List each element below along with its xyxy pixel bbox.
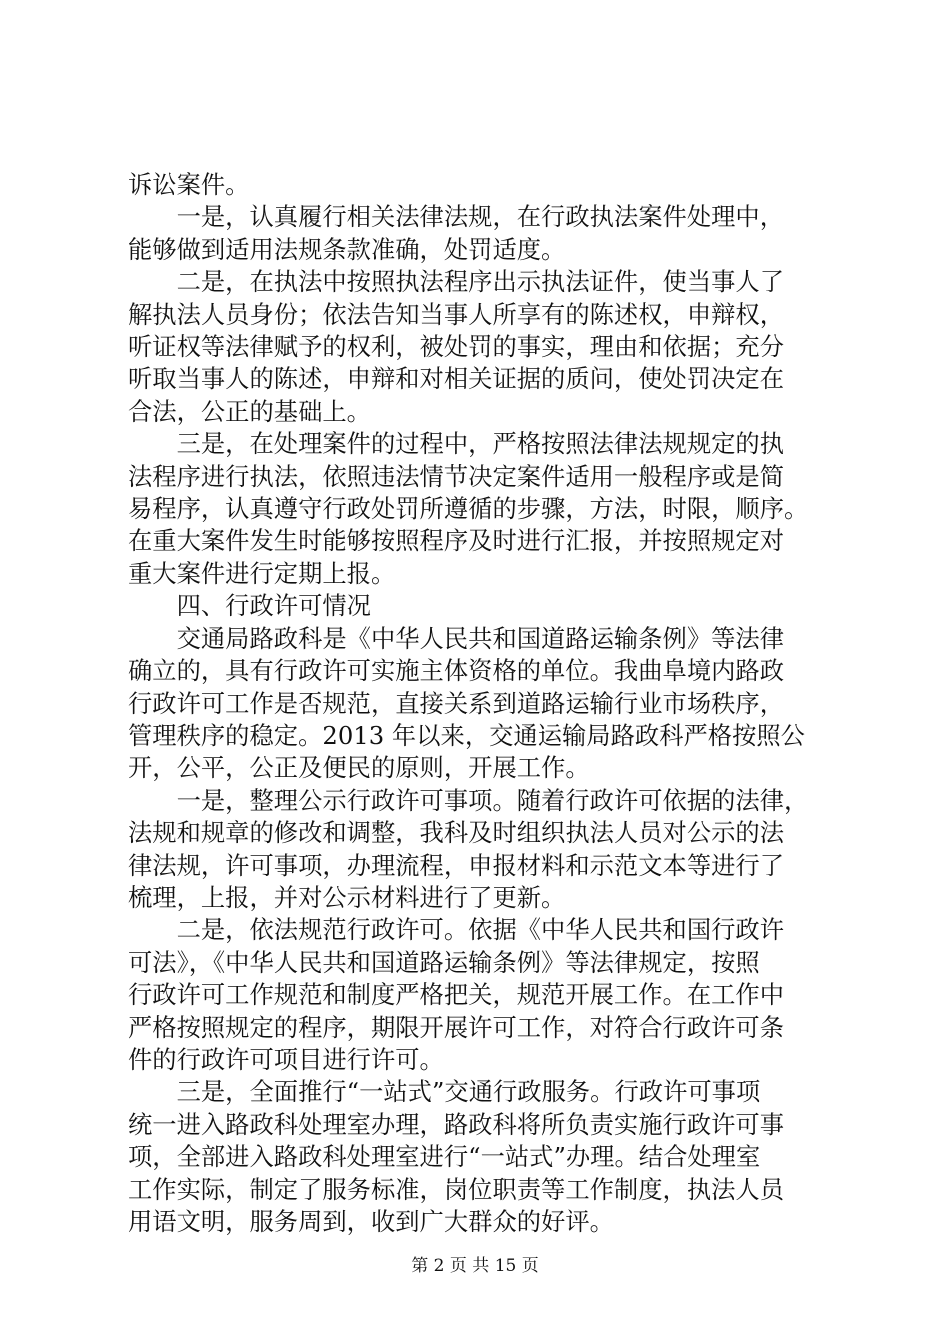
text-line: 行政许可工作规范和制度严格把关，规范开展工作。在工作中 bbox=[128, 980, 785, 1010]
text-line: 二是，依法规范行政许可。依据《中华人民共和国行政许 bbox=[128, 915, 785, 945]
text-line: 确立的，具有行政许可实施主体资格的单位。我曲阜境内路政 bbox=[128, 656, 785, 686]
text-line: 可法》，《中华人民共和国道路运输条例》等法律规定，按照 bbox=[128, 947, 760, 977]
text-line: 严格按照规定的程序，期限开展许可工作，对符合行政许可条 bbox=[128, 1012, 785, 1042]
text-line: 三是，全面推行“一站式”交通行政服务。行政许可事项 bbox=[128, 1077, 761, 1107]
text-line: 易程序，认真遵守行政处罚所遵循的步骤，方法，时限，顺序。 bbox=[128, 494, 809, 524]
document-body bbox=[128, 169, 848, 1238]
text-line: 诉讼案件。 bbox=[128, 170, 250, 199]
text-line: 法程序进行执法，依照违法情节决定案件适用一般程序或是简 bbox=[128, 461, 785, 491]
text-line: 二是，在执法中按照执法程序出示执法证件，使当事人了 bbox=[128, 267, 785, 297]
text-line: 统一进入路政科处理室办理，路政科将所负责实施行政许可事 bbox=[128, 1109, 785, 1139]
text-line: 一是，认真履行相关法律法规，在行政执法案件处理中， bbox=[128, 202, 785, 232]
text-line: 听取当事人的陈述，申辩和对相关证据的质问，使处罚决定在 bbox=[128, 364, 785, 394]
text-line: 重大案件进行定期上报。 bbox=[128, 558, 396, 588]
text-line: 三是，在处理案件的过程中，严格按照法律法规规定的执 bbox=[128, 429, 785, 459]
text-line: 梳理，上报，并对公示材料进行了更新。 bbox=[128, 882, 566, 912]
text-line: 工作实际，制定了服务标准，岗位职责等工作制度，执法人员 bbox=[128, 1174, 785, 1204]
text-line: 一是，整理公示行政许可事项。随着行政许可依据的法律， bbox=[128, 785, 809, 815]
section-heading: 四、行政许可情况 bbox=[128, 591, 371, 621]
text-line: 律法规，许可事项，办理流程，申报材料和示范文本等进行了 bbox=[128, 850, 785, 880]
text-line: 行政许可工作是否规范，直接关系到道路运输行业市场秩序， bbox=[128, 688, 785, 718]
text-line: 管理秩序的稳定。2013 年以来，交通运输局路政科严格按照公 bbox=[128, 720, 805, 750]
text-line: 件的行政许可项目进行许可。 bbox=[128, 1044, 444, 1074]
text-line: 交通局路政科是《中华人民共和国道路运输条例》等法律 bbox=[128, 623, 785, 653]
text-line: 能够做到适用法规条款准确，处罚适度。 bbox=[128, 234, 566, 264]
text-line: 开，公平，公正及便民的原则，开展工作。 bbox=[128, 753, 590, 783]
text-line: 项，全部进入路政科处理室进行“一站式”办理。结合处理室 bbox=[128, 1142, 761, 1172]
page-footer: 第 2 页 共 15 页 bbox=[411, 1256, 539, 1276]
text-line: 用语文明，服务周到，收到广大群众的好评。 bbox=[128, 1207, 614, 1236]
text-line: 合法，公正的基础上。 bbox=[128, 396, 371, 426]
text-line: 在重大案件发生时能够按照程序及时进行汇报，并按照规定对 bbox=[128, 526, 785, 556]
text-line: 解执法人员身份；依法告知当事人所享有的陈述权，申辩权， bbox=[128, 299, 785, 329]
text-line: 法规和规章的修改和调整，我科及时组织执法人员对公示的法 bbox=[128, 818, 785, 848]
text-line: 听证权等法律赋予的权利，被处罚的事实，理由和依据；充分 bbox=[128, 332, 785, 362]
